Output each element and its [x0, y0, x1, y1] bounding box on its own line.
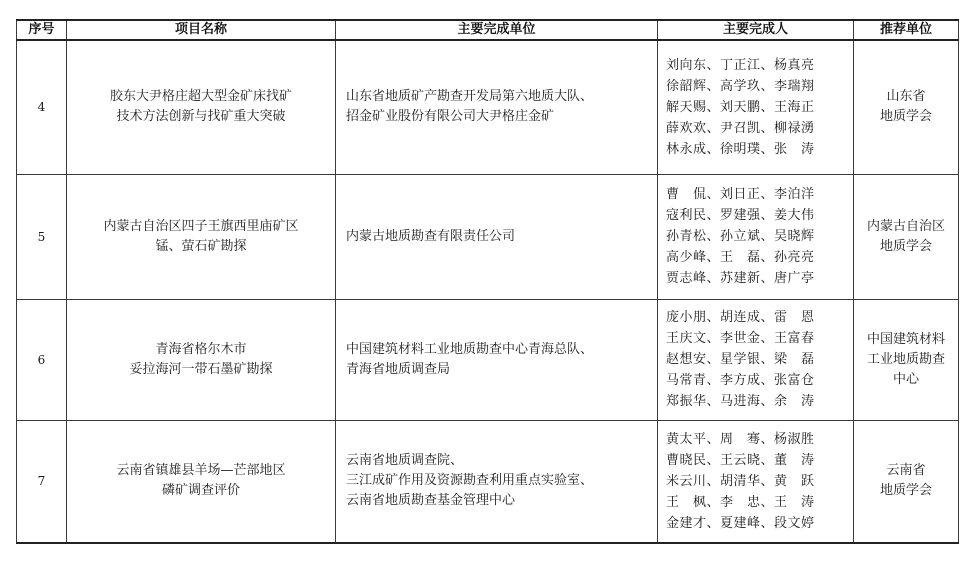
- project-name-line: 胶东大尹格庄超大型金矿床找矿: [109, 89, 292, 105]
- header-row: [17, 20, 959, 40]
- people-line: 金建才、夏建峰、段文婷: [666, 515, 815, 531]
- project-name-line: 锰、萤石矿勘探: [155, 238, 247, 254]
- people-line: 曹 侃、刘日正、李泊洋: [666, 187, 815, 202]
- main-unit-cell: [336, 420, 658, 543]
- people-line: 徐韶辉、高学玖、李瑞翔: [666, 78, 815, 94]
- project-name-cell: [67, 420, 336, 543]
- recommender-line: 云南省: [886, 463, 926, 479]
- main-unit-line: 内蒙古地质勘查有限责任公司: [346, 228, 516, 244]
- recommender-cell: [854, 174, 959, 299]
- recommender-line: 地质学会: [879, 238, 932, 254]
- people-line: 庞小朋、胡连成、雷 恩: [666, 310, 815, 325]
- people-line: 黄太平、周 骞、杨淑胜: [666, 431, 815, 447]
- main-people-cell: [658, 420, 854, 543]
- main-unit-line: 中国建筑材料工业地质勘查中心青海总队、: [346, 341, 594, 357]
- recommender-cell: [854, 420, 959, 543]
- people-line: 王 枫、李 忠、王 涛: [666, 494, 815, 510]
- project-name-cell: [67, 40, 336, 174]
- project-name-line: 技术方法创新与找矿重大突破: [116, 109, 286, 125]
- table-row: [17, 40, 959, 174]
- people-line: 解天赐、刘天鹏、王海正: [666, 99, 815, 115]
- people-line: 薛欢欢、尹召凯、柳禄湧: [666, 120, 815, 136]
- main-unit-line: 招金矿业股份有限公司大尹格庄金矿: [346, 109, 555, 125]
- recommender-line: 内蒙古自治区: [866, 218, 945, 234]
- row-number: 5: [17, 174, 67, 299]
- main-unit-cell: [336, 40, 658, 174]
- header-main-people: 主要完成人: [658, 20, 854, 40]
- row-number: 7: [17, 420, 67, 543]
- people-line: 孙青松、孙立斌、吴晓辉: [666, 229, 815, 244]
- main-people-cell: [658, 40, 854, 174]
- people-line: 刘向东、丁正江、杨真亮: [666, 57, 815, 73]
- recommender-line: 中国建筑材料: [866, 331, 945, 347]
- table-row: [17, 420, 959, 543]
- recommender-cell: [854, 40, 959, 174]
- project-name-line: 青海省格尔木市: [155, 341, 247, 357]
- project-name-cell: [67, 299, 336, 420]
- project-name-line: 磷矿调查评价: [161, 483, 240, 499]
- project-name-line: 内蒙古自治区四子王旗西里庙矿区: [103, 218, 299, 234]
- main-unit-line: 青海省地质调查局: [346, 361, 451, 377]
- people-line: 王庆文、李世金、王富春: [666, 331, 815, 346]
- header-project-name: 项目名称: [67, 20, 336, 40]
- main-people-cell: [658, 174, 854, 299]
- project-name-line: 云南省镇雄县羊场—芒部地区: [116, 463, 286, 479]
- table-row: [17, 299, 959, 420]
- main-people-cell: [658, 299, 854, 420]
- table-row: [17, 174, 959, 299]
- main-unit-line: 三江成矿作用及资源勘查利用重点实验室、: [346, 473, 594, 489]
- people-line: 米云川、胡清华、黄 跃: [666, 473, 815, 489]
- header-main-unit: 主要完成单位: [336, 20, 658, 40]
- recommender-line: 地质学会: [879, 483, 932, 499]
- main-unit-cell: [336, 174, 658, 299]
- recommender-line: 工业地质勘查: [866, 351, 945, 367]
- awards-table: [16, 19, 959, 544]
- project-name-cell: [67, 174, 336, 299]
- people-line: 郑振华、马进海、余 涛: [666, 394, 815, 409]
- people-line: 林永成、徐明璞、张 涛: [666, 141, 815, 157]
- people-line: 贾志峰、苏建新、唐广亭: [666, 271, 815, 286]
- people-line: 寇利民、罗建强、姜大伟: [666, 208, 815, 223]
- project-name-line: 妥拉海河一带石墨矿勘探: [129, 361, 273, 377]
- recommender-cell: [854, 299, 959, 420]
- recommender-line: 中心: [892, 371, 919, 387]
- people-line: 曹晓民、王云晓、董 涛: [666, 452, 815, 468]
- header-no: 序号: [17, 20, 67, 40]
- main-unit-cell: [336, 299, 658, 420]
- people-line: 赵想安、星学银、梁 磊: [666, 352, 815, 367]
- recommender-line: 地质学会: [879, 109, 932, 125]
- people-line: 马常青、李方成、张富仓: [666, 373, 815, 388]
- row-number: 6: [17, 299, 67, 420]
- row-number: 4: [17, 40, 67, 174]
- main-unit-line: 云南省地质调查院、: [346, 453, 464, 469]
- people-line: 高少峰、王 磊、孙亮亮: [666, 250, 815, 265]
- recommender-line: 山东省: [886, 89, 926, 105]
- header-recommender: 推荐单位: [854, 20, 959, 40]
- main-unit-line: 山东省地质矿产勘查开发局第六地质大队、: [346, 89, 594, 105]
- main-unit-line: 云南省地质勘查基金管理中心: [346, 493, 516, 509]
